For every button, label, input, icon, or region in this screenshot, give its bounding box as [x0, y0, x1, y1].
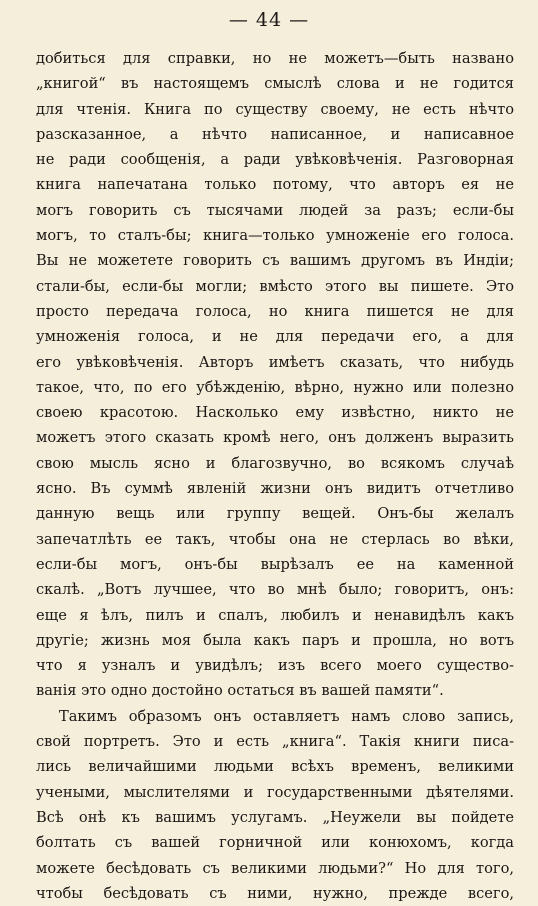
text-line: если-бы могъ, онъ-бы вырѣзалъ ее на каменной — [36, 555, 514, 573]
page-number: — 44 — — [228, 9, 310, 31]
text-line: Всѣ онѣ къ вашимъ услугамъ. „Неужели вы пойдете — [36, 808, 514, 826]
body-text — [36, 46, 514, 906]
text-line: умноженія голоса, и не для передачи его, а для — [36, 328, 514, 346]
text-line: не ради сообщенія, а ради увѣковѣченія. Разговорная — [36, 151, 514, 169]
text-line: своею красотою. Насколько ему извѣстно, никто не — [36, 404, 514, 422]
text-line: лись величайшими людьми всѣхъ временъ, великими — [36, 758, 514, 776]
text-line: „книгой“ въ настоящемъ смыслѣ слова и не годится — [36, 75, 514, 93]
text-line: разсказанное, а нѣчто написанное, и написавное — [36, 125, 514, 143]
text-line: могъ, то сталъ-бы; книга—только умноженіе его голоса. — [36, 227, 514, 245]
text-line: для чтенія. Книга по существу своему, не есть нѣчто — [36, 100, 514, 118]
text-line: его увѣковѣченія. Авторъ имѣетъ сказать, что нибудь — [36, 353, 514, 371]
text-line: ясно. Въ суммѣ явленій жизни онъ видитъ отчетливо — [36, 480, 514, 498]
text-line: свою мысль ясно и благозвучно, во всякомъ случаѣ — [36, 454, 514, 472]
text-line: скалѣ. „Вотъ лучшее, что во мнѣ было; говоритъ, онъ: — [36, 581, 514, 599]
text-line: могъ говорить съ тысячами людей за разъ; если-бы — [36, 201, 514, 219]
text-line: просто передача голоса, но книга пишется не для — [36, 302, 514, 320]
text-line: можете бесѣдовать съ великими людьми?“ Но для того, — [36, 859, 514, 877]
text-line: такое, что, по его убѣжденію, вѣрно, нужно или полезно — [36, 378, 514, 396]
text-line: болтать съ вашей горничной или конюхомъ, когда — [36, 834, 514, 852]
text-line: что я узналъ и увидѣлъ; изъ всего моего существо- — [36, 657, 514, 675]
text-line: ванія это одно достойно остаться въ вашей памяти“. — [36, 682, 444, 700]
text-line: Вы не можетете говорить съ вашимъ другомъ въ Индіи; — [36, 252, 514, 270]
text-line: учеными, мыслителями и государственными дѣятелями. — [36, 783, 514, 801]
text-line: запечатлѣть ее такъ, чтобы она не стерлась во вѣки, — [36, 530, 514, 548]
text-line: данную вещь или группу вещей. Онъ-бы желалъ — [36, 505, 514, 523]
text-line: Такимъ образомъ онъ оставляетъ намъ слово запись, — [59, 707, 514, 725]
text-line: чтобы бесѣдовать съ ними, нужно, прежде всего, — [36, 884, 514, 902]
text-line: стали-бы, если-бы могли; вмѣсто этого вы пишете. Это — [36, 277, 514, 295]
text-line: другіе; жизнь моя была какъ паръ и прошла, но вотъ — [36, 631, 514, 649]
text-line: еще я ѣлъ, пилъ и спалъ, любилъ и ненавидѣлъ какъ — [36, 606, 514, 624]
text-line: добиться для справки, но не можетъ—быть названо — [36, 50, 514, 67]
text-line: свой портретъ. Это и есть „книга“. Такія книги писа- — [36, 733, 514, 751]
text-line: можетъ этого сказать кромѣ него, онъ долженъ выразить — [36, 429, 514, 447]
text-line: книга напечатана только потому, что авторъ ея не — [36, 176, 514, 194]
